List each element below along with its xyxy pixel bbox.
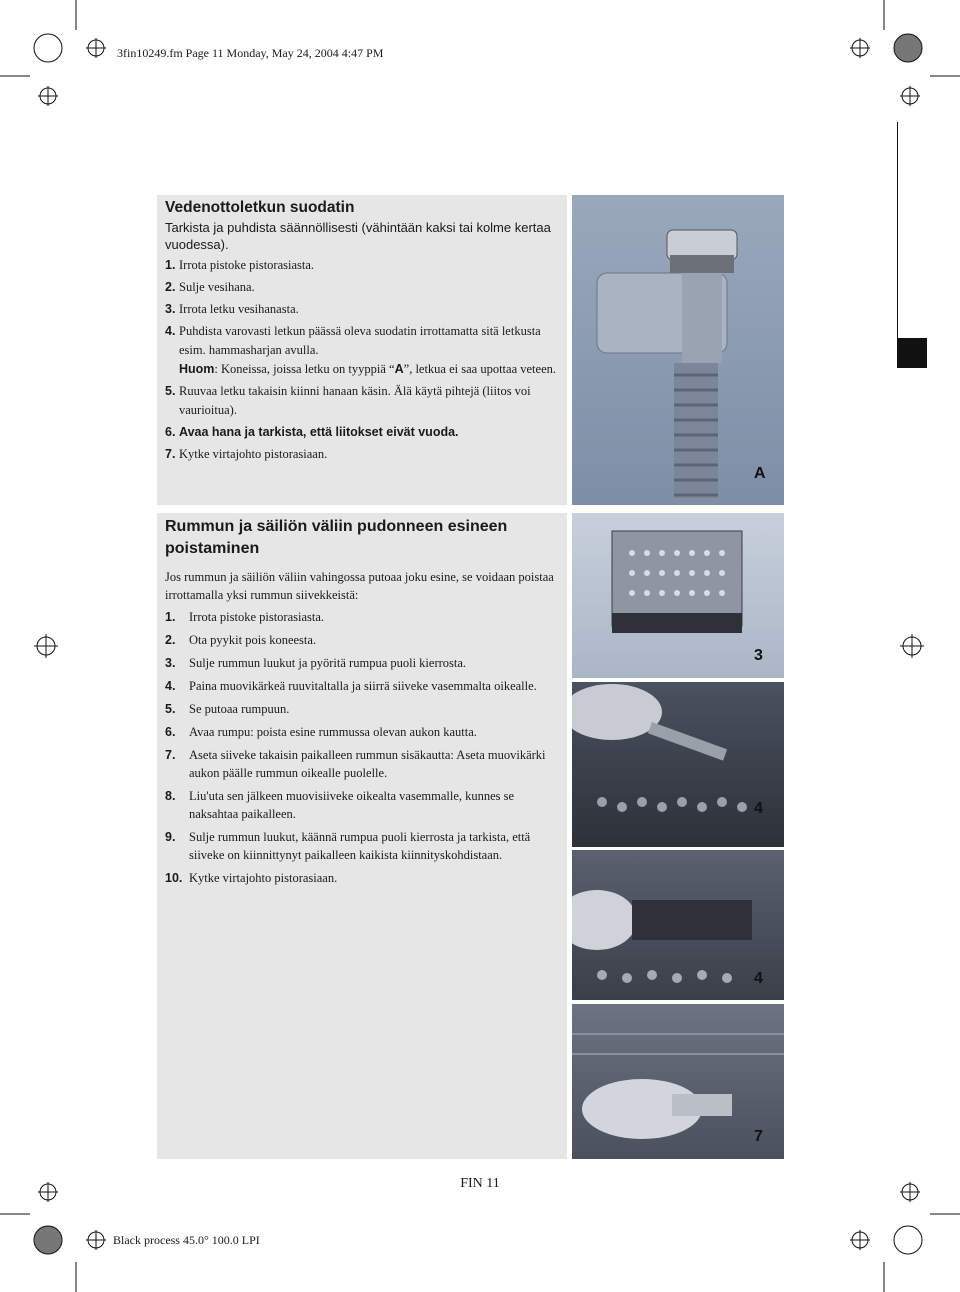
drum-photo-step-4b [572, 850, 784, 1000]
list-item: 8. Liu'uta sen jälkeen muovisiiveke oikealta vasemmalle, kunnes se naksahtaa paikalleen. [165, 789, 515, 821]
margin-rule [897, 122, 898, 340]
drum-photo-step-7 [572, 1004, 784, 1159]
print-header: 3fin10249.fm Page 11 Monday, May 24, 2004 4:47 PM [117, 46, 384, 60]
section-title: Rummun ja säiliön väliin pudonneen esineen poistaminen [165, 518, 508, 557]
list-item: 1. Irrota pistoke pistorasiasta. [165, 610, 325, 624]
photo-label-step-7: 7 [754, 1128, 763, 1145]
section-intro: Jos rummun ja säiliön väliin vahingossa putoaa joku esine, se voidaan poistaa irrottamalla yksi rummun siivekkeistä: [165, 570, 554, 602]
list-item: 10. Kytke virtajohto pistorasiaan. [165, 871, 338, 885]
list-item: 7. Kytke virtajohto pistorasiaan. [165, 447, 328, 461]
list-item: 5. Ruuvaa letku takaisin kiinni hanaan käsin. Älä käytä pihtejä (liitos voi vaurioitua). [165, 384, 531, 417]
hose-illustration [572, 195, 784, 505]
list-item: 6. Avaa rumpu: poista esine rummussa olevan aukon kautta. [165, 725, 477, 739]
list-item: 3. Sulje rummun luukut ja pyöritä rumpua puoli kierrosta. [165, 656, 467, 670]
list-item: 6. Avaa hana ja tarkista, että liitokset eivät vuoda. [165, 425, 459, 439]
page-number: FIN 11 [460, 1176, 500, 1191]
list-item: 4. Puhdista varovasti letkun päässä oleva suodatin irrottamatta sitä letkusta esim. hammasharjan avulla. [165, 324, 541, 357]
list-item: 2. Sulje vesihana. [165, 280, 255, 294]
list-item: 3. Irrota letku vesihanasta. [165, 302, 299, 316]
list-item: 5. Se putoaa rumpuun. [165, 702, 290, 716]
drum-photo-step-3 [572, 513, 784, 678]
list-item: 2. Ota pyykit pois koneesta. [165, 633, 317, 647]
photo-label-step-3: 3 [754, 647, 763, 664]
list-item: 4. Paina muovikärkeä ruuvitaltalla ja siirrä siiveke vasemmalta oikealle. [165, 679, 537, 693]
section-title: Vedenottoletkun suodatin [165, 199, 355, 216]
section-tab-marker [897, 338, 927, 368]
section-lead: Tarkista ja puhdista säännöllisesti (vähintään kaksi tai kolme kertaa vuodessa). [165, 220, 551, 252]
section-filter-panel [157, 195, 567, 505]
drum-photo-step-4a [572, 682, 784, 847]
section-drum-panel [157, 513, 567, 1159]
list-item: 9. Sulje rummun luukut, käännä rumpua puoli kierrosta ja tarkista, että siiveke on kiinnittynyt paikalleen kaikista kiinnityskohdistaan. [165, 830, 531, 862]
list-item: 1. Irrota pistoke pistorasiasta. [165, 258, 315, 272]
photo-label-a: A [754, 465, 766, 482]
hose-filter-photo [572, 195, 784, 505]
photo-label-step-4b: 4 [754, 970, 763, 987]
print-footer: Black process 45.0° 100.0 LPI [113, 1233, 260, 1247]
note: Huom: Koneissa, joissa letku on tyyppiä “A”, letkua ei saa upottaa veteen. [179, 362, 556, 376]
list-item: 7. Aseta siiveke takaisin paikalleen rummun sisäkautta: Aseta muovikärki aukon päälle rummun oikealle puolelle. [165, 748, 546, 780]
photo-label-step-4a: 4 [754, 800, 763, 817]
